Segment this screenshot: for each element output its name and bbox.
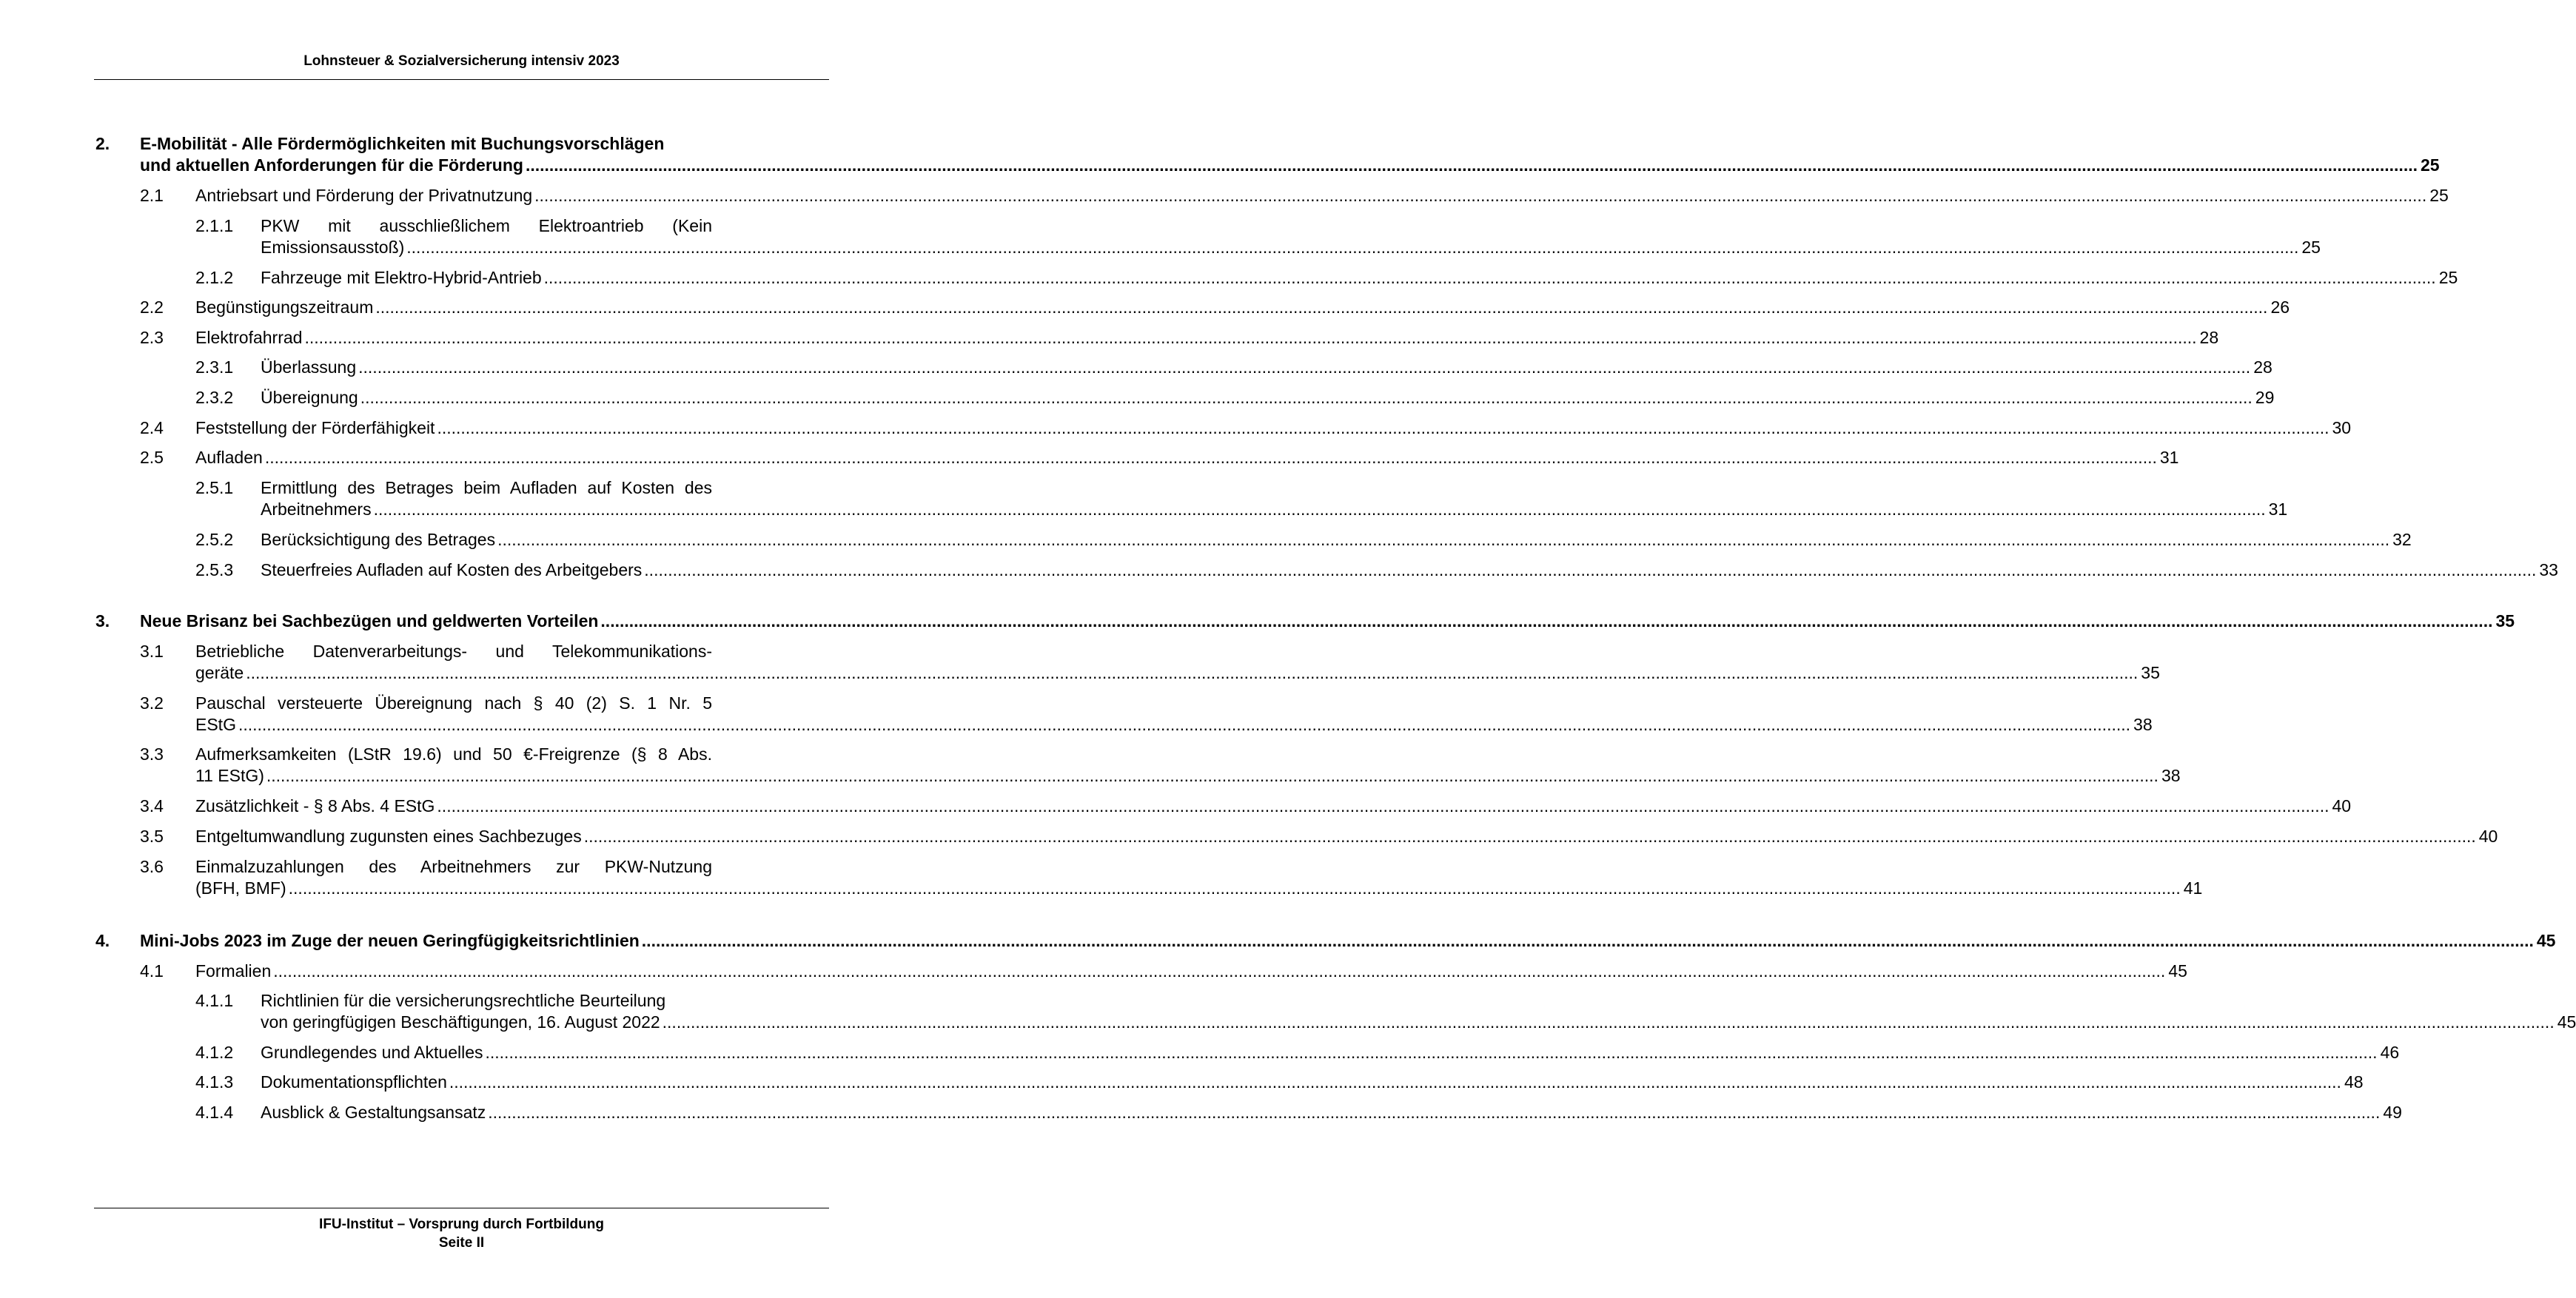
- dot-leader: ................................................................................................................................................................................................................................................................................................................................................................................................................: [238, 715, 2131, 734]
- toc-entry[interactable]: [0, 297, 2290, 318]
- toc-entry[interactable]: [0, 559, 2558, 581]
- toc-entry-page: 45: [2536, 931, 2556, 950]
- toc-entry-row: [261, 237, 2321, 258]
- toc-entry-number: 2.1.1: [195, 216, 234, 235]
- dot-leader: ................................................................................................................................................................................................................................................................................................................................................................................................................: [266, 766, 2159, 785]
- toc-entry-row: [195, 185, 2449, 206]
- toc-entry-page: 46: [2380, 1043, 2400, 1062]
- dot-leader: ................................................................................................................................................................................................................................................................................................................................................................................................................: [375, 297, 2268, 317]
- toc-entry[interactable]: [0, 447, 2179, 468]
- toc-entry-row: [195, 327, 2219, 349]
- toc-entry[interactable]: [0, 826, 2498, 847]
- toc-entry-number: 3.2: [140, 693, 164, 713]
- dot-leader: ................................................................................................................................................................................................................................................................................................................................................................................................................: [449, 1072, 2341, 1092]
- toc-entry-number: 2.3.2: [195, 388, 234, 407]
- toc-entry-row: [261, 267, 2458, 289]
- toc-entry-title: Grundlegendes und Aktuelles: [261, 1043, 483, 1062]
- toc-entry-title: geräte: [195, 663, 244, 682]
- dot-leader: ................................................................................................................................................................................................................................................................................................................................................................................................................: [360, 388, 2253, 407]
- page-header-title: Lohnsteuer & Sozialversicherung intensiv 2023: [303, 53, 620, 69]
- toc-entry-page: 35: [2141, 663, 2160, 682]
- toc-entry-title: (BFH, BMF): [195, 878, 286, 898]
- dot-leader: ................................................................................................................................................................................................................................................................................................................................................................................................................: [246, 663, 2139, 682]
- toc-entry-row: [195, 417, 2352, 439]
- toc-entry-page: 28: [2199, 328, 2219, 347]
- dot-leader: ................................................................................................................................................................................................................................................................................................................................................................................................................: [488, 1103, 2381, 1122]
- toc-entry[interactable]: [0, 327, 2219, 349]
- toc-entry-number: 2.1: [140, 186, 164, 205]
- dot-leader: ................................................................................................................................................................................................................................................................................................................................................................................................................: [373, 500, 2266, 519]
- toc-entry-page: 38: [2133, 715, 2153, 734]
- dot-leader: ................................................................................................................................................................................................................................................................................................................................................................................................................: [644, 560, 2537, 579]
- dot-leader: ................................................................................................................................................................................................................................................................................................................................................................................................................: [406, 238, 2299, 257]
- toc-entry-page: 31: [2159, 448, 2179, 467]
- toc-entry-title: Begünstigungszeitraum: [195, 297, 374, 317]
- toc-entry-row: [261, 1072, 2364, 1093]
- toc-entry-page: 48: [2344, 1072, 2364, 1092]
- toc-entry-page: 30: [2332, 418, 2352, 437]
- toc-entry-number: 3.3: [140, 744, 164, 764]
- toc-entry-title: Neue Brisanz bei Sachbezügen und geldwerten Vorteilen: [140, 611, 599, 630]
- toc-entry-row: [261, 357, 2273, 378]
- dot-leader: ................................................................................................................................................................................................................................................................................................................................................................................................................: [288, 878, 2181, 898]
- dot-leader: ................................................................................................................................................................................................................................................................................................................................................................................................................: [485, 1043, 2378, 1062]
- toc-entry-title: Übereignung: [261, 388, 358, 407]
- toc-entry-row: [195, 765, 2181, 787]
- toc-entry-number: 2.5.1: [195, 478, 234, 497]
- toc-entry-row: [261, 529, 2412, 551]
- toc-entry[interactable]: [0, 796, 2352, 817]
- toc-entry-number: 2.3.1: [195, 357, 234, 377]
- toc-entry-row: [140, 930, 2556, 952]
- toc-entry[interactable]: [0, 930, 2556, 952]
- dot-leader: ................................................................................................................................................................................................................................................................................................................................................................................................................: [358, 357, 2251, 377]
- toc-entry-number: 4.1.4: [195, 1103, 234, 1122]
- toc-entry[interactable]: [0, 990, 2576, 1033]
- dot-leader: ................................................................................................................................................................................................................................................................................................................................................................................................................: [543, 268, 2436, 287]
- toc-entry-page: 45: [2557, 1012, 2576, 1032]
- toc-entry-number: 3.5: [140, 827, 164, 846]
- toc-entry-number: 4.1: [140, 961, 164, 981]
- dot-leader: ................................................................................................................................................................................................................................................................................................................................................................................................................: [583, 827, 2476, 846]
- toc-entry-row: [195, 961, 2187, 982]
- toc-entry-page: 38: [2161, 766, 2181, 785]
- toc-entry-page: 25: [2429, 186, 2449, 205]
- dot-leader: ................................................................................................................................................................................................................................................................................................................................................................................................................: [304, 328, 2197, 347]
- toc-entry-number: 4.1.1: [195, 991, 234, 1010]
- toc-entry-title: Elektrofahrrad: [195, 328, 303, 347]
- toc-entry-page: 41: [2183, 878, 2203, 898]
- toc-entry-row: [261, 387, 2275, 408]
- toc-entry-title: Dokumentationspflichten: [261, 1072, 447, 1092]
- toc-entry-number: 2.2: [140, 297, 164, 317]
- toc-entry[interactable]: [0, 417, 2352, 439]
- toc-entry-row: [195, 297, 2290, 318]
- dot-leader: ................................................................................................................................................................................................................................................................................................................................................................................................................: [641, 931, 2534, 950]
- toc-entry-number: 4.: [95, 931, 110, 950]
- toc-entry-row: [195, 662, 2160, 684]
- toc-entry-row: [195, 796, 2352, 817]
- toc-entry-page: 28: [2253, 357, 2273, 377]
- toc-entry-number: 2.1.2: [195, 268, 234, 287]
- toc-entry-title: Einmalzuzahlungen des Arbeitnehmers zur PKW-Nutzung: [195, 857, 712, 876]
- toc-entry-page: 26: [2270, 297, 2290, 317]
- toc-entry-title: PKW mit ausschließlichem Elektroantrieb (Kein: [261, 216, 712, 235]
- dot-leader: ................................................................................................................................................................................................................................................................................................................................................................................................................: [662, 1012, 2555, 1032]
- toc-entry-row: [261, 1012, 2576, 1033]
- toc-entry-title: 11 EStG): [195, 766, 264, 785]
- toc-entry-title: Richtlinien für die versicherungsrechtliche Beurteilung: [261, 991, 666, 1010]
- toc-entry-title: Aufladen: [195, 448, 263, 467]
- toc-entry-row: [261, 499, 2288, 520]
- toc-entry-page: 35: [2495, 611, 2515, 630]
- toc-entry-number: 3.6: [140, 857, 164, 876]
- toc-entry-number: 2.4: [140, 418, 164, 437]
- dot-leader: ................................................................................................................................................................................................................................................................................................................................................................................................................: [273, 961, 2166, 981]
- toc-entry-number: 2.3: [140, 328, 164, 347]
- toc-entry-number: 2.: [95, 134, 110, 153]
- dot-leader: ................................................................................................................................................................................................................................................................................................................................................................................................................: [497, 530, 2390, 549]
- toc-entry-page: 25: [2301, 238, 2321, 257]
- toc-entry-row: [140, 611, 2515, 632]
- toc-entry-number: 3.: [95, 611, 110, 630]
- toc-entry-title: Pauschal versteuerte Übereignung nach § 40 (2) S. 1 Nr. 5: [195, 693, 712, 713]
- toc-entry[interactable]: [0, 133, 2440, 176]
- toc-entry-title: E-Mobilität - Alle Fördermöglichkeiten mit Buchungsvorschlägen: [140, 134, 665, 153]
- toc-entry[interactable]: [0, 357, 2273, 378]
- toc-entry[interactable]: [0, 1102, 2402, 1123]
- toc-entry[interactable]: [0, 693, 2153, 736]
- toc-entry-number: 3.4: [140, 796, 164, 816]
- toc-entry-title: Zusätzlichkeit - § 8 Abs. 4 EStG: [195, 796, 435, 816]
- toc-entry-title: Aufmerksamkeiten (LStR 19.6) und 50 €-Freigrenze (§ 8 Abs.: [195, 744, 712, 764]
- toc-entry-row: [195, 714, 2153, 736]
- toc-entry-row: [140, 155, 2440, 176]
- toc-entry-page: 25: [2438, 268, 2458, 287]
- toc-entry-number: 2.5.3: [195, 560, 234, 579]
- toc-entry-number: 3.1: [140, 642, 164, 661]
- toc-entry-title: Fahrzeuge mit Elektro-Hybrid-Antrieb: [261, 268, 542, 287]
- toc-entry-title: Ausblick & Gestaltungsansatz: [261, 1103, 486, 1122]
- toc-entry-number: 2.5: [140, 448, 164, 467]
- toc-entry[interactable]: [0, 856, 2203, 899]
- toc-entry-title: Überlassung: [261, 357, 357, 377]
- toc-entry-page: 45: [2168, 961, 2187, 981]
- toc-entry-title: von geringfügigen Beschäftigungen, 16. August 2022: [261, 1012, 660, 1032]
- toc-entry-title: Formalien: [195, 961, 272, 981]
- toc-entry-title: Steuerfreies Aufladen auf Kosten des Arbeitgebers: [261, 560, 643, 579]
- toc-entry[interactable]: [0, 477, 2288, 520]
- toc-entry[interactable]: [0, 1042, 2400, 1063]
- toc-entry-title: Betriebliche Datenverarbeitungs- und Telekommunikations-: [195, 642, 712, 661]
- toc-entry-page: 40: [2332, 796, 2352, 816]
- toc-entry-title: Ermittlung des Betrages beim Aufladen auf Kosten des: [261, 478, 712, 497]
- toc-entry-row: [261, 559, 2558, 581]
- toc-entry-title: Mini-Jobs 2023 im Zuge der neuen Geringfügigkeitsrichtlinien: [140, 931, 640, 950]
- dot-leader: ................................................................................................................................................................................................................................................................................................................................................................................................................: [534, 186, 2427, 205]
- toc-entry-page: 31: [2268, 500, 2288, 519]
- toc-entry-page: 32: [2392, 530, 2412, 549]
- toc-entry[interactable]: [0, 744, 2181, 787]
- toc-entry-page: 29: [2255, 388, 2275, 407]
- toc-entry[interactable]: [0, 1072, 2364, 1093]
- toc-entry-title: EStG: [195, 715, 236, 734]
- toc-entry-page: 25: [2421, 155, 2440, 175]
- dot-leader: ................................................................................................................................................................................................................................................................................................................................................................................................................: [437, 796, 2330, 816]
- toc-entry-number: 2.5.2: [195, 530, 234, 549]
- toc-entry-row: [195, 878, 2203, 899]
- toc-entry[interactable]: [0, 529, 2412, 551]
- toc-entry[interactable]: [0, 267, 2458, 289]
- toc-entry-title: Antriebsart und Förderung der Privatnutzung: [195, 186, 533, 205]
- toc-entry-number: 4.1.3: [195, 1072, 234, 1092]
- toc-entry-row: [195, 826, 2498, 847]
- toc-entry[interactable]: [0, 215, 2321, 258]
- toc-entry-title: Arbeitnehmers: [261, 500, 372, 519]
- toc-entry-title: Entgeltumwandlung zugunsten eines Sachbezuges: [195, 827, 582, 846]
- toc-entry-title: Berücksichtigung des Betrages: [261, 530, 496, 549]
- dot-leader: ................................................................................................................................................................................................................................................................................................................................................................................................................: [600, 611, 2493, 630]
- toc-entry[interactable]: [0, 961, 2187, 982]
- toc-entry-title: und aktuellen Anforderungen für die Förderung: [140, 155, 523, 175]
- toc-entry-row: [195, 447, 2179, 468]
- toc-entry[interactable]: [0, 611, 2515, 632]
- dot-leader: ................................................................................................................................................................................................................................................................................................................................................................................................................: [264, 448, 2157, 467]
- toc-entry-page: 49: [2383, 1103, 2402, 1122]
- toc-entry-row: [261, 1042, 2400, 1063]
- toc-entry[interactable]: [0, 185, 2449, 206]
- footer-institute: IFU-Institut – Vorsprung durch Fortbildung: [319, 1217, 604, 1232]
- dot-leader: ................................................................................................................................................................................................................................................................................................................................................................................................................: [525, 155, 2418, 175]
- footer-page-number: Seite II: [438, 1235, 485, 1251]
- toc-entry-number: 4.1.2: [195, 1043, 234, 1062]
- toc-entry-title: Emissionsausstoß): [261, 238, 405, 257]
- toc-entry[interactable]: [0, 387, 2275, 408]
- toc-entry-title: Feststellung der Förderfähigkeit: [195, 418, 435, 437]
- toc-entry-page: 33: [2539, 560, 2558, 579]
- toc-entry[interactable]: [0, 641, 2160, 684]
- dot-leader: ................................................................................................................................................................................................................................................................................................................................................................................................................: [437, 418, 2330, 437]
- toc-entry-page: 40: [2478, 827, 2498, 846]
- toc-entry-row: [261, 1102, 2402, 1123]
